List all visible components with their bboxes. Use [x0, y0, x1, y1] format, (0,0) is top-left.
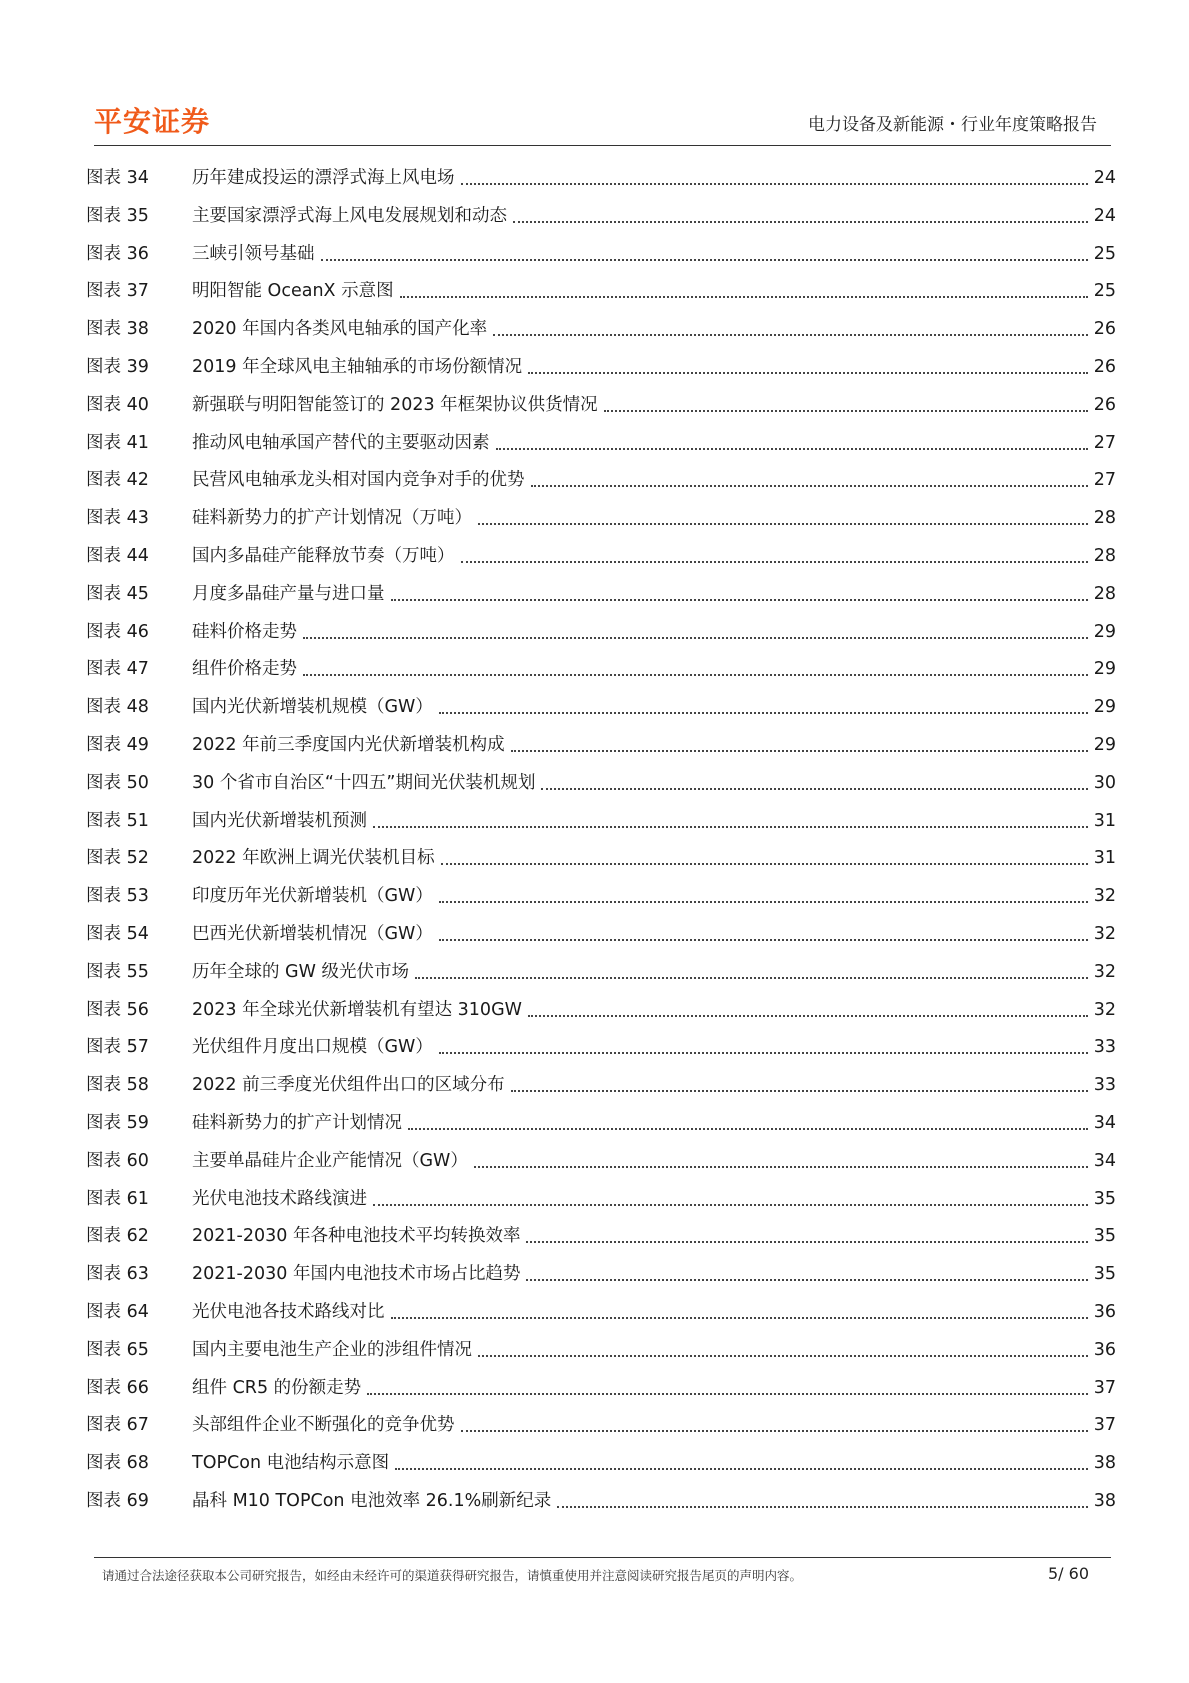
toc-entry-label: 图表 68 — [86, 1453, 149, 1474]
toc-entry-title[interactable]: 30 个省市自治区“十四五”期间光伏装机规划 — [192, 772, 536, 793]
toc-entry-title[interactable]: 硅料新势力的扩产计划情况（万吨） — [192, 508, 472, 529]
toc-entry-page[interactable]: 33 — [1093, 1075, 1116, 1096]
toc-dot-leader — [604, 394, 1088, 412]
toc-entry-page[interactable]: 28 — [1093, 545, 1116, 566]
toc-entry-page[interactable]: 37 — [1093, 1377, 1116, 1398]
toc-dot-leader — [367, 1377, 1088, 1395]
toc-dot-leader — [478, 507, 1088, 525]
toc-entry-title[interactable]: 2020 年国内各类风电轴承的国产化率 — [192, 319, 488, 340]
toc-dot-leader — [439, 885, 1088, 903]
toc-entry-title[interactable]: 巴西光伏新增装机情况（GW） — [192, 923, 433, 944]
toc-entry-page[interactable]: 31 — [1093, 848, 1116, 869]
toc-entry-label: 图表 38 — [86, 319, 149, 340]
toc-dot-leader — [408, 1112, 1088, 1130]
toc-entry-page[interactable]: 25 — [1093, 243, 1116, 264]
toc-entry-title[interactable]: TOPCon 电池结构示意图 — [192, 1453, 390, 1474]
toc-entry[interactable] — [86, 1414, 1116, 1452]
toc-entry-title[interactable]: 新强联与明阳智能签订的 2023 年框架协议供货情况 — [192, 394, 598, 415]
toc-entry[interactable] — [86, 696, 1116, 734]
toc-entry-title[interactable]: 2019 年全球风电主轴轴承的市场份额情况 — [192, 356, 523, 377]
toc-entry-label: 图表 34 — [86, 168, 149, 188]
toc-entry-page[interactable]: 25 — [1093, 281, 1116, 302]
toc-entry[interactable] — [86, 469, 1116, 507]
toc-entry-label: 图表 65 — [86, 1339, 149, 1360]
toc-entry-page[interactable]: 27 — [1093, 432, 1116, 453]
toc-entry-label: 图表 35 — [86, 205, 149, 226]
toc-entry[interactable] — [86, 1112, 1116, 1150]
toc-dot-leader — [303, 658, 1088, 676]
toc-dot-leader — [493, 318, 1088, 336]
toc-entry-page[interactable]: 32 — [1093, 999, 1116, 1020]
toc-dot-leader — [391, 1301, 1089, 1319]
toc-entry[interactable] — [86, 545, 1116, 583]
toc-dot-leader — [511, 1074, 1088, 1092]
toc-entry-title[interactable]: 月度多晶硅产量与进口量 — [192, 583, 385, 604]
toc-entry[interactable] — [86, 356, 1116, 394]
toc-entry-page[interactable]: 29 — [1093, 697, 1116, 718]
toc-dot-leader — [321, 243, 1089, 261]
toc-entry-page[interactable]: 28 — [1093, 508, 1116, 529]
toc-entry[interactable] — [86, 205, 1116, 243]
toc-entry[interactable] — [86, 1452, 1116, 1490]
toc-entry-label: 图表 61 — [86, 1188, 149, 1209]
page-number: 5/ 60 — [1047, 1564, 1089, 1583]
toc-entry-title[interactable]: 光伏电池技术路线演进 — [192, 1188, 367, 1209]
toc-entry[interactable] — [86, 847, 1116, 885]
toc-dot-leader — [441, 847, 1088, 865]
toc-entry[interactable] — [86, 658, 1116, 696]
toc-entry-label: 图表 55 — [86, 961, 149, 982]
toc-dot-leader — [439, 923, 1088, 941]
toc-dot-leader — [439, 1036, 1088, 1054]
toc-entry-title[interactable]: 主要国家漂浮式海上风电发展规划和动态 — [192, 205, 507, 226]
toc-entry-title[interactable]: 光伏电池各技术路线对比 — [192, 1301, 385, 1322]
toc-entry-label: 图表 63 — [86, 1264, 149, 1285]
toc-entry-title[interactable]: 2022 年前三季度国内光伏新增装机构成 — [192, 734, 505, 755]
toc-entry-page[interactable]: 35 — [1093, 1264, 1116, 1285]
toc-entry[interactable] — [86, 1339, 1116, 1377]
toc-entry-label: 图表 36 — [86, 243, 149, 264]
toc-entry-page[interactable]: 34 — [1093, 1150, 1116, 1171]
toc-entry-title[interactable]: 国内主要电池生产企业的涉组件情况 — [192, 1339, 472, 1360]
toc-entry-label: 图表 53 — [86, 886, 149, 907]
toc-entry-page[interactable]: 38 — [1093, 1490, 1116, 1511]
toc-entry[interactable] — [86, 280, 1116, 318]
toc-dot-leader — [528, 356, 1088, 374]
toc-entry-title[interactable]: 2022 年欧洲上调光伏装机目标 — [192, 848, 435, 869]
toc-entry-title[interactable]: 硅料价格走势 — [192, 621, 297, 642]
toc-entry-label: 图表 51 — [86, 810, 149, 831]
toc-dot-leader — [474, 1150, 1088, 1168]
toc-entry[interactable] — [86, 1188, 1116, 1226]
toc-dot-leader — [373, 1188, 1088, 1206]
toc-dot-leader — [415, 961, 1088, 979]
toc-entry-label: 图表 60 — [86, 1150, 149, 1171]
toc-entry-page[interactable]: 29 — [1093, 659, 1116, 680]
toc-entry-label: 图表 52 — [86, 848, 149, 869]
toc-entry-page[interactable]: 24 — [1093, 205, 1116, 226]
toc-entry-title[interactable]: 2023 年全球光伏新增装机有望达 310GW — [192, 999, 522, 1020]
toc-entry[interactable] — [86, 1263, 1116, 1301]
toc-entry-page[interactable]: 34 — [1093, 1112, 1116, 1133]
toc-entry-title[interactable]: 组件 CR5 的份额走势 — [192, 1377, 362, 1398]
figure-index-list — [86, 167, 1116, 1528]
toc-entry-label: 图表 49 — [86, 734, 149, 755]
toc-dot-leader — [303, 621, 1088, 639]
toc-entry[interactable] — [86, 432, 1116, 470]
toc-entry-label: 图表 39 — [86, 356, 149, 377]
toc-entry-title[interactable]: 三峡引领号基础 — [192, 243, 315, 264]
toc-entry-label: 图表 57 — [86, 1037, 149, 1058]
toc-dot-leader — [461, 545, 1089, 563]
toc-entry-label: 图表 69 — [86, 1490, 149, 1511]
toc-entry-label: 图表 50 — [86, 772, 149, 793]
toc-entry-label: 图表 59 — [86, 1112, 149, 1133]
toc-entry-label: 图表 54 — [86, 923, 149, 944]
toc-entry-page[interactable]: 27 — [1093, 470, 1116, 491]
toc-entry-label: 图表 45 — [86, 583, 149, 604]
toc-entry[interactable] — [86, 243, 1116, 281]
toc-entry-title[interactable]: 国内多晶硅产能释放节奏（万吨） — [192, 545, 455, 566]
toc-dot-leader — [496, 432, 1089, 450]
toc-entry[interactable] — [86, 772, 1116, 810]
toc-dot-leader — [511, 734, 1088, 752]
toc-entry[interactable] — [86, 885, 1116, 923]
toc-entry-title[interactable]: 国内光伏新增装机预测 — [192, 810, 367, 831]
toc-entry-title[interactable]: 光伏组件月度出口规模（GW） — [192, 1037, 433, 1058]
toc-entry-label: 图表 46 — [86, 621, 149, 642]
toc-entry-label: 图表 64 — [86, 1301, 149, 1322]
toc-entry[interactable] — [86, 734, 1116, 772]
toc-entry-page[interactable]: 33 — [1093, 1037, 1116, 1058]
toc-entry-title[interactable]: 明阳智能 OceanX 示意图 — [192, 281, 394, 302]
toc-entry-page[interactable]: 26 — [1093, 356, 1116, 377]
toc-entry-page[interactable]: 38 — [1093, 1453, 1116, 1474]
toc-entry-page[interactable]: 29 — [1093, 621, 1116, 642]
toc-dot-leader — [439, 696, 1088, 714]
toc-entry[interactable] — [86, 1074, 1116, 1112]
toc-entry-label: 图表 37 — [86, 281, 149, 302]
toc-entry[interactable] — [86, 1036, 1116, 1074]
toc-entry-page[interactable]: 29 — [1093, 734, 1116, 755]
toc-dot-leader — [461, 1414, 1089, 1432]
toc-entry[interactable] — [86, 394, 1116, 432]
toc-dot-leader — [526, 1225, 1088, 1243]
toc-entry[interactable] — [86, 167, 1116, 205]
toc-entry-title[interactable]: 历年建成投运的漂浮式海上风电场 — [192, 168, 455, 188]
toc-entry-label: 图表 56 — [86, 999, 149, 1020]
toc-entry-page[interactable]: 28 — [1093, 583, 1116, 604]
toc-entry-page[interactable]: 32 — [1093, 961, 1116, 982]
toc-dot-leader — [461, 167, 1089, 185]
toc-entry-title[interactable]: 晶科 M10 TOPCon 电池效率 26.1%刷新纪录 — [192, 1490, 552, 1511]
toc-entry[interactable] — [86, 999, 1116, 1037]
toc-entry-title[interactable]: 2022 前三季度光伏组件出口的区域分布 — [192, 1075, 505, 1096]
toc-entry[interactable] — [86, 583, 1116, 621]
footer-divider — [94, 1557, 1111, 1558]
toc-entry-title[interactable]: 民营风电轴承龙头相对国内竞争对手的优势 — [192, 470, 525, 491]
toc-entry[interactable] — [86, 923, 1116, 961]
toc-entry[interactable] — [86, 1150, 1116, 1188]
toc-entry-title[interactable]: 2021-2030 年各种电池技术平均转换效率 — [192, 1226, 521, 1247]
toc-dot-leader — [373, 810, 1088, 828]
toc-entry-title[interactable]: 历年全球的 GW 级光伏市场 — [192, 961, 409, 982]
toc-entry[interactable] — [86, 1301, 1116, 1339]
toc-dot-leader — [478, 1339, 1088, 1357]
page-header — [94, 96, 1111, 146]
toc-entry-title[interactable]: 硅料新势力的扩产计划情况 — [192, 1112, 402, 1133]
toc-dot-leader — [526, 1263, 1088, 1281]
company-logo: 平安证券 — [94, 105, 211, 138]
toc-entry-page[interactable]: 35 — [1093, 1188, 1116, 1209]
toc-dot-leader — [557, 1490, 1088, 1508]
toc-entry-page[interactable]: 32 — [1093, 923, 1116, 944]
toc-entry-title[interactable]: 国内光伏新增装机规模（GW） — [192, 697, 433, 718]
toc-entry-label: 图表 47 — [86, 659, 149, 680]
toc-entry-title[interactable]: 推动风电轴承国产替代的主要驱动因素 — [192, 432, 490, 453]
toc-dot-leader — [400, 280, 1088, 298]
toc-entry-page[interactable]: 26 — [1093, 319, 1116, 340]
toc-dot-leader — [528, 999, 1088, 1017]
toc-entry-page[interactable]: 32 — [1093, 886, 1116, 907]
toc-entry-page[interactable]: 37 — [1093, 1415, 1116, 1436]
toc-entry-page[interactable]: 30 — [1093, 772, 1116, 793]
toc-entry[interactable] — [86, 318, 1116, 356]
toc-entry-title[interactable]: 组件价格走势 — [192, 659, 297, 680]
toc-dot-leader — [531, 469, 1089, 487]
toc-dot-leader — [391, 583, 1089, 601]
report-title: 电力设备及新能源・行业年度策略报告 — [808, 115, 1097, 135]
toc-entry-title[interactable]: 印度历年光伏新增装机（GW） — [192, 886, 433, 907]
toc-entry-page[interactable]: 26 — [1093, 394, 1116, 415]
toc-entry-title[interactable]: 头部组件企业不断强化的竞争优势 — [192, 1415, 455, 1436]
toc-entry[interactable] — [86, 810, 1116, 848]
toc-entry-label: 图表 66 — [86, 1377, 149, 1398]
toc-entry[interactable] — [86, 1225, 1116, 1263]
toc-entry-label: 图表 41 — [86, 432, 149, 453]
toc-entry-page[interactable]: 31 — [1093, 810, 1116, 831]
toc-dot-leader — [513, 205, 1088, 223]
toc-dot-leader — [395, 1452, 1088, 1470]
toc-entry-title[interactable]: 2021-2030 年国内电池技术市场占比趋势 — [192, 1264, 521, 1285]
toc-entry-label: 图表 42 — [86, 470, 149, 491]
footer-disclaimer: 请通过合法途径获取本公司研究报告，如经由未经许可的渠道获得研究报告，请慎重使用并注意阅读研究报告尾页的声明内容。 — [102, 1568, 803, 1583]
toc-entry-label: 图表 67 — [86, 1415, 149, 1436]
toc-entry-page[interactable]: 36 — [1093, 1301, 1116, 1322]
toc-entry[interactable] — [86, 961, 1116, 999]
toc-entry-label: 图表 48 — [86, 697, 149, 718]
toc-dot-leader — [541, 772, 1088, 790]
toc-entry-page[interactable]: 35 — [1093, 1226, 1116, 1247]
toc-entry[interactable] — [86, 507, 1116, 545]
toc-entry[interactable] — [86, 1377, 1116, 1415]
toc-entry[interactable] — [86, 1490, 1116, 1528]
toc-entry-label: 图表 40 — [86, 394, 149, 415]
toc-entry-label: 图表 62 — [86, 1226, 149, 1247]
header-divider — [94, 145, 1111, 146]
toc-entry-title[interactable]: 主要单晶硅片企业产能情况（GW） — [192, 1150, 468, 1171]
toc-entry-label: 图表 43 — [86, 508, 149, 529]
toc-entry-page[interactable]: 24 — [1093, 168, 1116, 188]
toc-entry-page[interactable]: 36 — [1093, 1339, 1116, 1360]
toc-entry-label: 图表 44 — [86, 545, 149, 566]
toc-entry-label: 图表 58 — [86, 1075, 149, 1096]
toc-entry[interactable] — [86, 621, 1116, 659]
